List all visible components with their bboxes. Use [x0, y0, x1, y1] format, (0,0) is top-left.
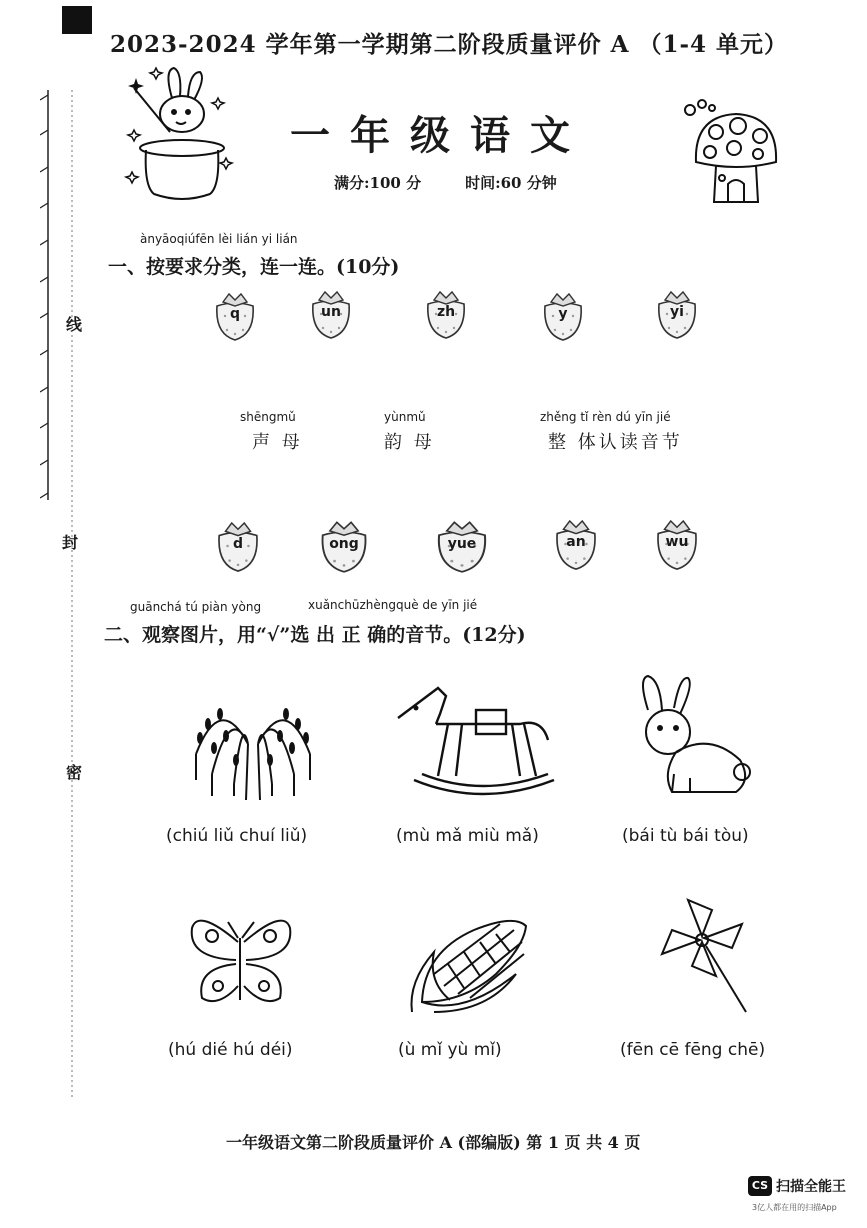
strawberry-an[interactable]: [553, 516, 599, 572]
willow-tree-image: [190, 684, 316, 800]
corner-tab: [62, 6, 92, 34]
strawberry-un[interactable]: [309, 288, 353, 340]
binding-char-seal: 封: [62, 533, 79, 552]
corn-image: [404, 912, 536, 1014]
strawberry-label: zh: [436, 304, 456, 320]
category-initials[interactable]: [240, 410, 303, 454]
answer-choice-rocking-horse[interactable]: (mù mǎ miù mǎ): [396, 826, 539, 846]
strawberry-wu[interactable]: [654, 516, 700, 572]
category-whole-syllables[interactable]: [540, 410, 683, 454]
mushroom-house-image: [676, 98, 784, 210]
strawberry-label: ong: [329, 536, 359, 552]
full-score: 满分:100 分: [334, 174, 422, 192]
header-title: 2023-2024 学年第一学期第二阶段质量评价 A （1-4 单元）: [110, 31, 789, 58]
strawberry-y[interactable]: [541, 290, 585, 342]
strawberry-yi[interactable]: [655, 288, 699, 340]
rabbit-image: [636, 674, 754, 800]
binding-margin: [40, 90, 83, 1100]
strawberry-label: yi: [670, 304, 684, 320]
binding-char-line: 线: [66, 315, 83, 334]
answer-choice-corn[interactable]: (ù mǐ yù mǐ): [398, 1040, 502, 1060]
binding-char-secret: 密: [66, 763, 83, 782]
strawberry-zh[interactable]: [424, 288, 468, 340]
exam-time: 时间:60 分钟: [465, 174, 557, 192]
answer-choice-rabbit[interactable]: (bái tù bái tòu): [622, 826, 749, 846]
answer-choice-butterfly[interactable]: (hú dié hú déi): [168, 1040, 293, 1060]
section1-title: 一、按要求分类，连一连。(10分): [108, 256, 400, 278]
strawberry-label: wu: [665, 534, 689, 550]
app-name: 扫描全能王: [776, 1179, 846, 1195]
answer-choice-willow[interactable]: (chiú liǔ chuí liǔ): [166, 826, 308, 846]
strawberry-label: y: [558, 306, 568, 322]
strawberry-label: an: [566, 534, 586, 550]
magic-hat-rabbit-image: [124, 66, 234, 206]
strawberry-q[interactable]: [213, 290, 257, 342]
category-pinyin: shēngmǔ: [240, 410, 296, 424]
category-label: 韵 母: [384, 432, 435, 453]
strawberry-label: d: [232, 536, 244, 552]
strawberry-yue[interactable]: [434, 518, 490, 574]
app-slogan: 3亿人都在用的扫描App: [752, 1203, 837, 1212]
category-pinyin: yùnmǔ: [384, 410, 426, 424]
section2-pinyin-2: xuǎnchūzhèngquè de yīn jié: [308, 598, 478, 612]
app-logo-icon: CS: [748, 1176, 772, 1196]
strawberry-label: yue: [447, 536, 477, 552]
answer-choice-pinwheel[interactable]: (fēn cē fēng chē): [620, 1040, 766, 1060]
strawberry-d[interactable]: [215, 518, 261, 574]
score-info: [334, 172, 601, 193]
category-pinyin: zhěng tǐ rèn dú yīn jié: [540, 410, 671, 424]
pinwheel-image: [658, 896, 754, 1018]
rocking-horse-image: [392, 680, 562, 802]
strawberry-label: un: [321, 304, 341, 320]
section2-title: 二、观察图片，用“√”选 出 正 确的音节。(12分): [104, 624, 526, 646]
section1-pinyin: ànyāoqiúfēn lèi lián yi lián: [140, 232, 298, 246]
category-label: 声 母: [252, 432, 303, 453]
category-finals[interactable]: [384, 410, 435, 454]
section2-pinyin: guānchá tú piàn yòng: [130, 600, 262, 614]
page-title: 一年级语文: [290, 112, 590, 159]
strawberry-ong[interactable]: [318, 518, 370, 574]
butterfly-image: [188, 908, 294, 1012]
category-label: 整 体认读音节: [548, 432, 683, 453]
strawberry-label: q: [229, 306, 241, 322]
page-footer: 一年级语文第二阶段质量评价 A (部编版) 第 1 页 共 4 页: [226, 1133, 641, 1152]
